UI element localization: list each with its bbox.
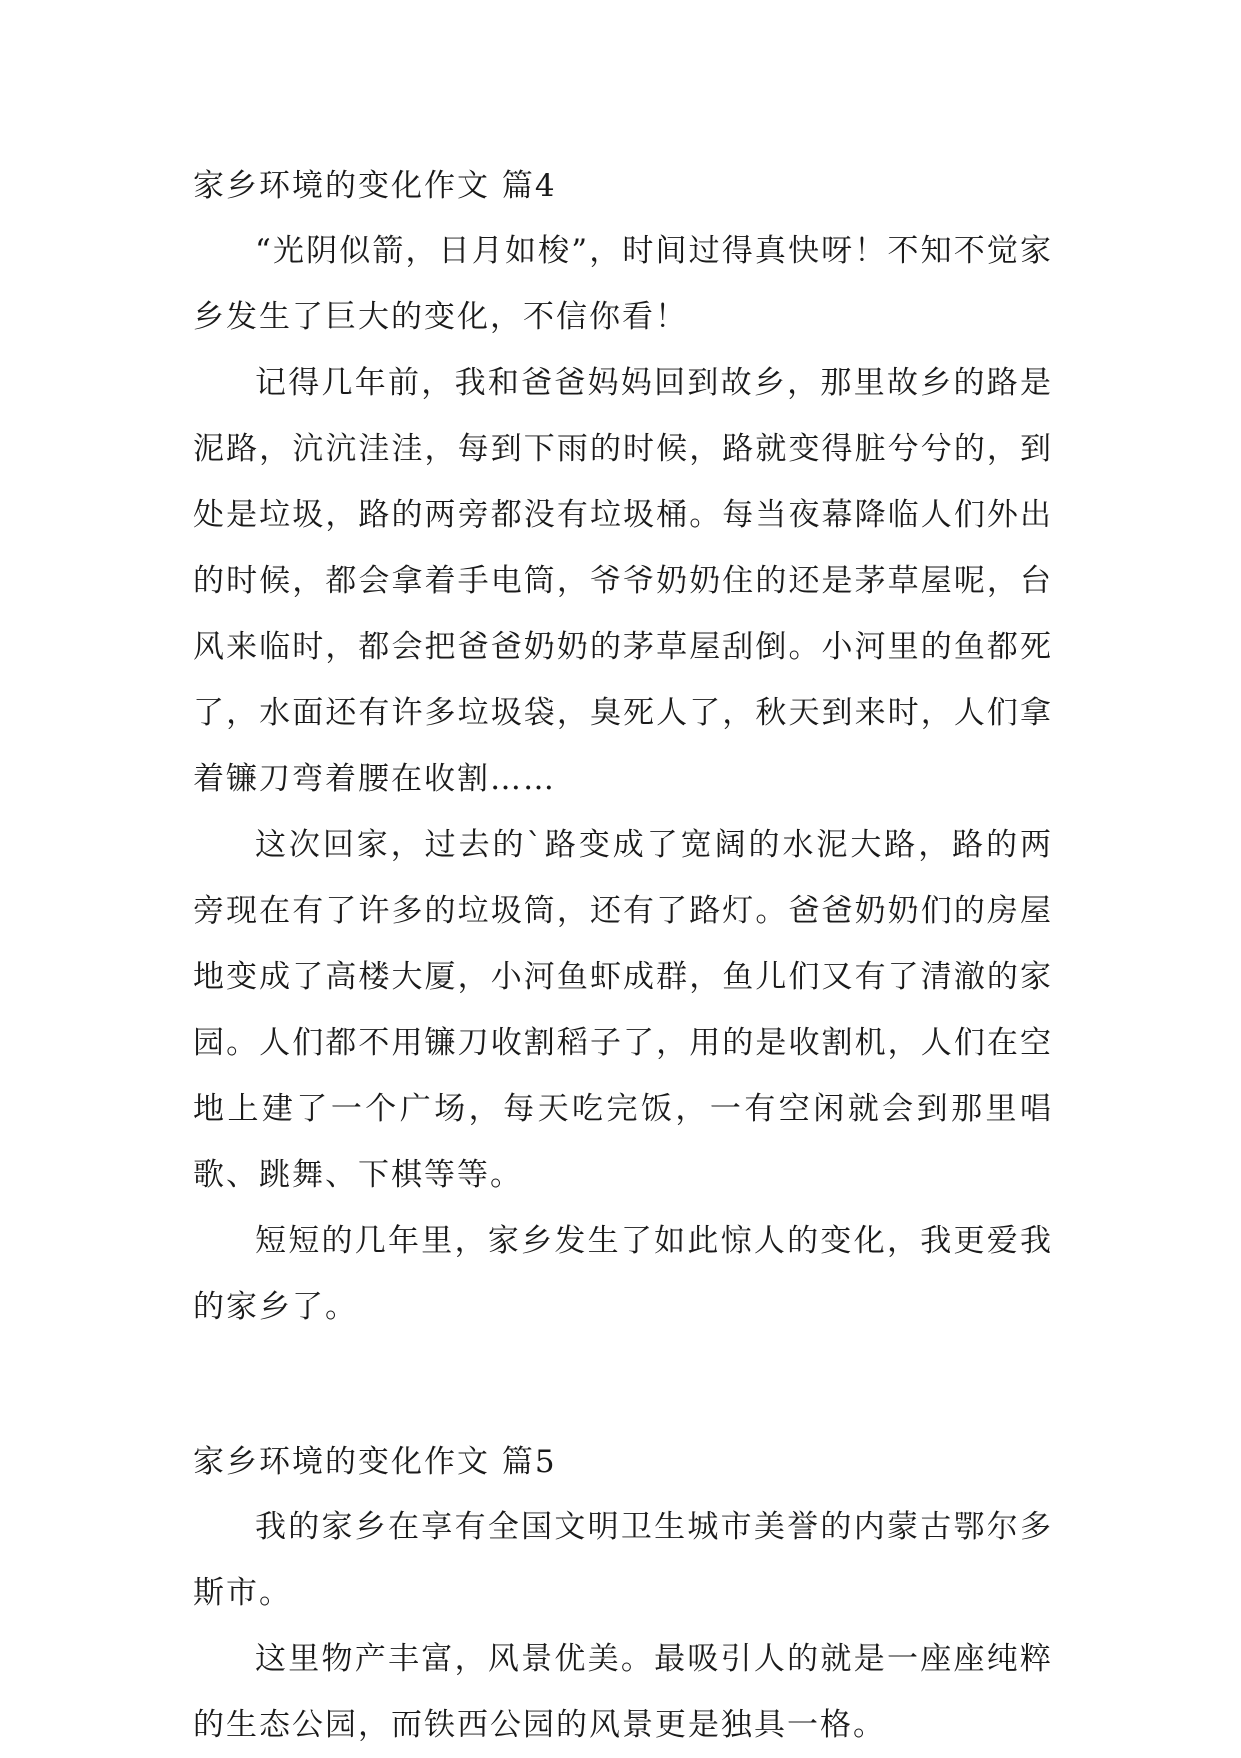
paragraph: “光阴似箭，日月如梭”，时间过得真快呀！不知不觉家乡发生了巨大的变化，不信你看！ [193, 233, 1053, 335]
paragraph: 这次回家，过去的`路变成了宽阔的水泥大路，路的两旁现在有了许多的垃圾筒，还有了路灯。爸爸奶奶们的房屋地变成了高楼大厦，小河鱼虾成群，鱼儿们又有了清澈的家园。人们都不用镰刀收割稻子了，用的是收割机，人们在空地上建了一个广场，每天吃完饭，一有空闲就会到那里唱歌、跳舞、下棋等等。 [193, 827, 1053, 1193]
section-heading: 家乡环境的变化作文 篇4 [193, 168, 557, 204]
paragraph: 这里物产丰富，风景优美。最吸引人的就是一座座纯粹的生态公园，而铁西公园的风景更是独具一格。 [193, 1641, 1053, 1743]
paragraph: 我的家乡在享有全国文明卫生城市美誉的内蒙古鄂尔多斯市。 [193, 1509, 1053, 1611]
paragraph: 记得几年前，我和爸爸妈妈回到故乡，那里故乡的路是泥路，沆沆洼洼，每到下雨的时候，路就变得脏兮兮的，到处是垃圾，路的两旁都没有垃圾桶。每当夜幕降临人们外出的时候，都会拿着手电筒，爷爷奶奶住的还是茅草屋呢，台风来临时，都会把爸爸奶奶的茅草屋刮倒。小河里的鱼都死了，水面还有许多垃圾袋，臭死人了，秋天到来时，人们拿着镰刀弯着腰在收割…… [193, 365, 1053, 797]
section-heading: 家乡环境的变化作文 篇5 [193, 1444, 557, 1480]
essay-text [193, 160, 1053, 1758]
paragraph: 短短的几年里，家乡发生了如此惊人的变化，我更爱我的家乡了。 [193, 1223, 1053, 1325]
section-divider-space [193, 1340, 1053, 1436]
